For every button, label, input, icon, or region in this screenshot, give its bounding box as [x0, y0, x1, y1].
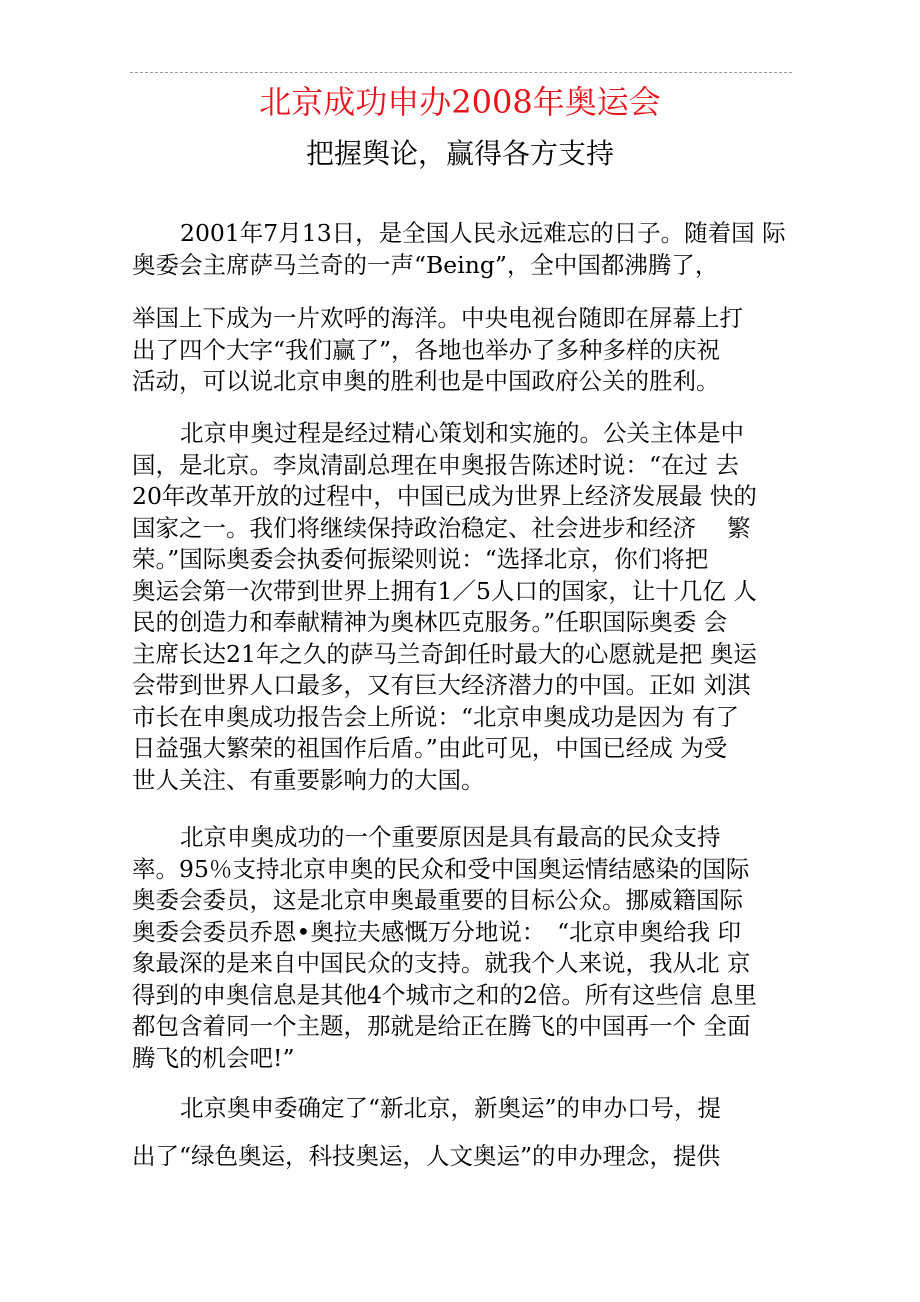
paragraph-4 — [132, 822, 792, 1074]
paragraph-3 — [132, 418, 792, 796]
paragraph-line: 奥委会委员乔恩•奥拉夫感慨万分地说： “北京申奥给我 印 — [132, 917, 742, 946]
paragraph-line: 象最深的是来自中国民众的支持。就我个人来说，我从北 京 — [132, 949, 751, 977]
paragraph-line: 主席长达21年之久的萨马兰奇卸任时最大的心愿就是把 奥运 — [132, 639, 757, 668]
paragraph-line: 国，是北京。李岚清副总理在申奥报告陈述时说：“在过 去 — [132, 450, 739, 479]
paragraph-line: 荣。”国际奥委会执委何振梁则说：“选择北京，你们将把 — [132, 545, 709, 573]
paragraph-line: 都包含着同一个主题，那就是给正在腾飞的中国再一个 全面 — [132, 1012, 751, 1040]
paragraph-5 — [132, 1093, 792, 1125]
paragraph-line: 北京申奥过程是经过精心策划和实施的。公关主体是中 — [180, 419, 744, 447]
paragraph-line: 日益强大繁荣的祖国作后盾。”由此可见，中国已经成 为受 — [132, 734, 728, 762]
paragraph-line: 20年改革开放的过程中，中国已成为世界上经济发展最 快的 — [132, 482, 757, 510]
paragraph-line: 出了四个大字“我们赢了”，各地也举办了多种多样的庆祝 — [132, 335, 721, 364]
paragraph-6 — [132, 1141, 792, 1173]
paragraph-line: 奥委会主席萨马兰奇的一声“Being”，全中国都沸腾了， — [132, 250, 719, 279]
paragraph-line: 民的创造力和奉献精神为奥林匹克服务。”任职国际奥委 会 — [132, 608, 728, 636]
paragraph-line: 率。95％支持北京申奥的民众和受中国奥运情结感染的国际 — [132, 854, 750, 883]
paragraph-line: 北京申奥成功的一个重要原因是具有最高的民众支持 — [180, 823, 721, 851]
paragraph-line: 活动，可以说北京申奥的胜利也是中国政府公关的胜利。 — [132, 367, 720, 395]
paragraph-line: 举国上下成为一片欢呼的海洋。中央电视台随即在屏幕上打 — [132, 304, 743, 332]
paragraph-line: 腾飞的机会吧!” — [132, 1043, 295, 1072]
paragraph-line: 国家之一。我们将继续保持政治稳定、社会进步和经济 繁 — [132, 513, 751, 542]
paragraph-line: 出了“绿色奥运，科技奥运，人文奥运”的申办理念，提供 — [132, 1142, 721, 1170]
header-rule — [130, 72, 792, 73]
paragraph-line: 市长在申奥成功报告会上所说：“北京申奥成功是因为 有了 — [132, 702, 739, 731]
paragraph-line: 世人关注、有重要影响力的大国。 — [132, 765, 485, 794]
document-subtitle: 把握舆论，赢得各方支持 — [305, 137, 614, 170]
paragraph-2 — [132, 303, 792, 398]
paragraph-line: 2001年7月13日，是全国人民永远难忘的日子。随着国 际 — [180, 219, 786, 247]
paragraph-line: 会带到世界人口最多，又有巨大经济潜力的中国。正如 刘淇 — [132, 671, 751, 699]
document-title: 北京成功申办2008年奥运会 — [259, 83, 661, 121]
paragraph-1 — [132, 218, 792, 281]
paragraph-line: 奥运会第一次带到世界上拥有1／5人口的国家，让十几亿 人 — [132, 576, 757, 605]
paragraph-line: 奥委会委员，这是北京申奥最重要的目标公众。挪威籍国际 — [132, 886, 743, 914]
paragraph-line: 得到的申奥信息是其他4个城市之和的2倍。所有这些信 息里 — [132, 980, 757, 1009]
paragraph-line: 北京奥申委确定了“新北京，新奥运”的申办口号，提 — [180, 1094, 722, 1122]
